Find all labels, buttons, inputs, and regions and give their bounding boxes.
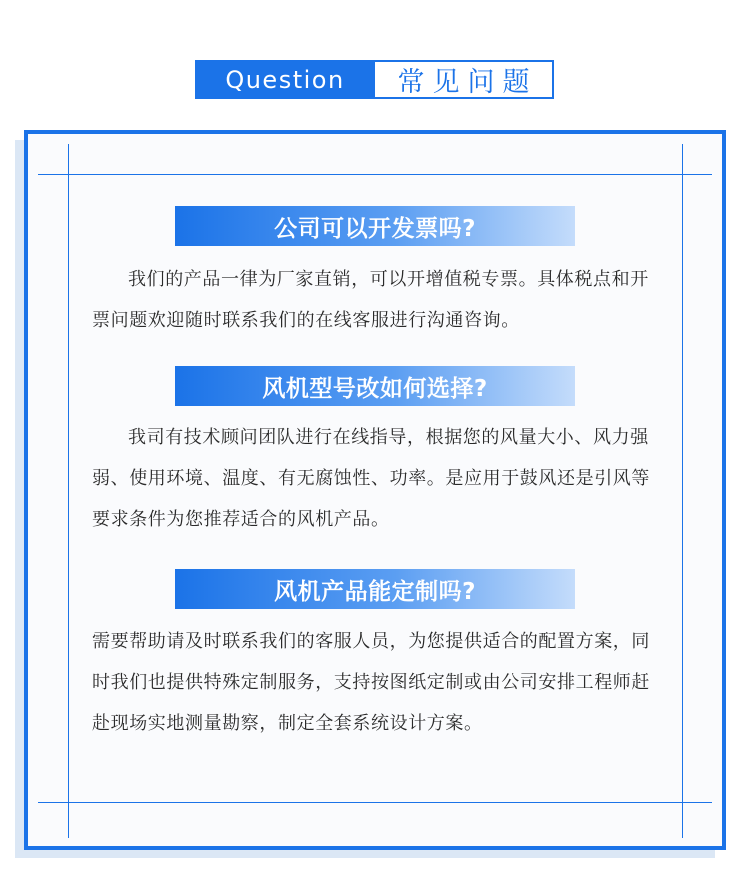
header-chinese-label-box <box>375 60 554 99</box>
faq-answer-1: 我们的产品一律为厂家直销，可以开增值税专票。具体税点和开票问题欢迎随时联系我们的在线客服进行沟通咨询。 <box>92 269 649 331</box>
header-chinese-label: 常见问题 <box>397 67 538 98</box>
faq-answer-3: 需要帮助请及时联系我们的客服人员，为您提供适合的配置方案，同时我们也提供特殊定制服务，支持按图纸定制或由公司安排工程师赶赴现场实地测量勘察，制定全套系统设计方案。 <box>92 631 650 734</box>
faq-question-1: 公司可以开发票吗? <box>175 206 575 246</box>
section-header <box>195 60 554 99</box>
faq-question-2: 风机型号改如何选择? <box>175 366 575 406</box>
faq-answer-2: 我司有技术顾问团队进行在线指导，根据您的风量大小、风力强弱、使用环境、温度、有无腐蚀性、功率。是应用于鼓风还是引风等要求条件为您推荐适合的风机产品。 <box>92 427 650 530</box>
guide-line-bottom <box>38 802 712 803</box>
guide-line-left <box>68 144 69 838</box>
header-english-label: Question <box>195 60 375 99</box>
guide-line-right <box>682 144 683 838</box>
guide-line-top <box>38 174 712 175</box>
faq-question-3: 风机产品能定制吗? <box>175 569 575 609</box>
